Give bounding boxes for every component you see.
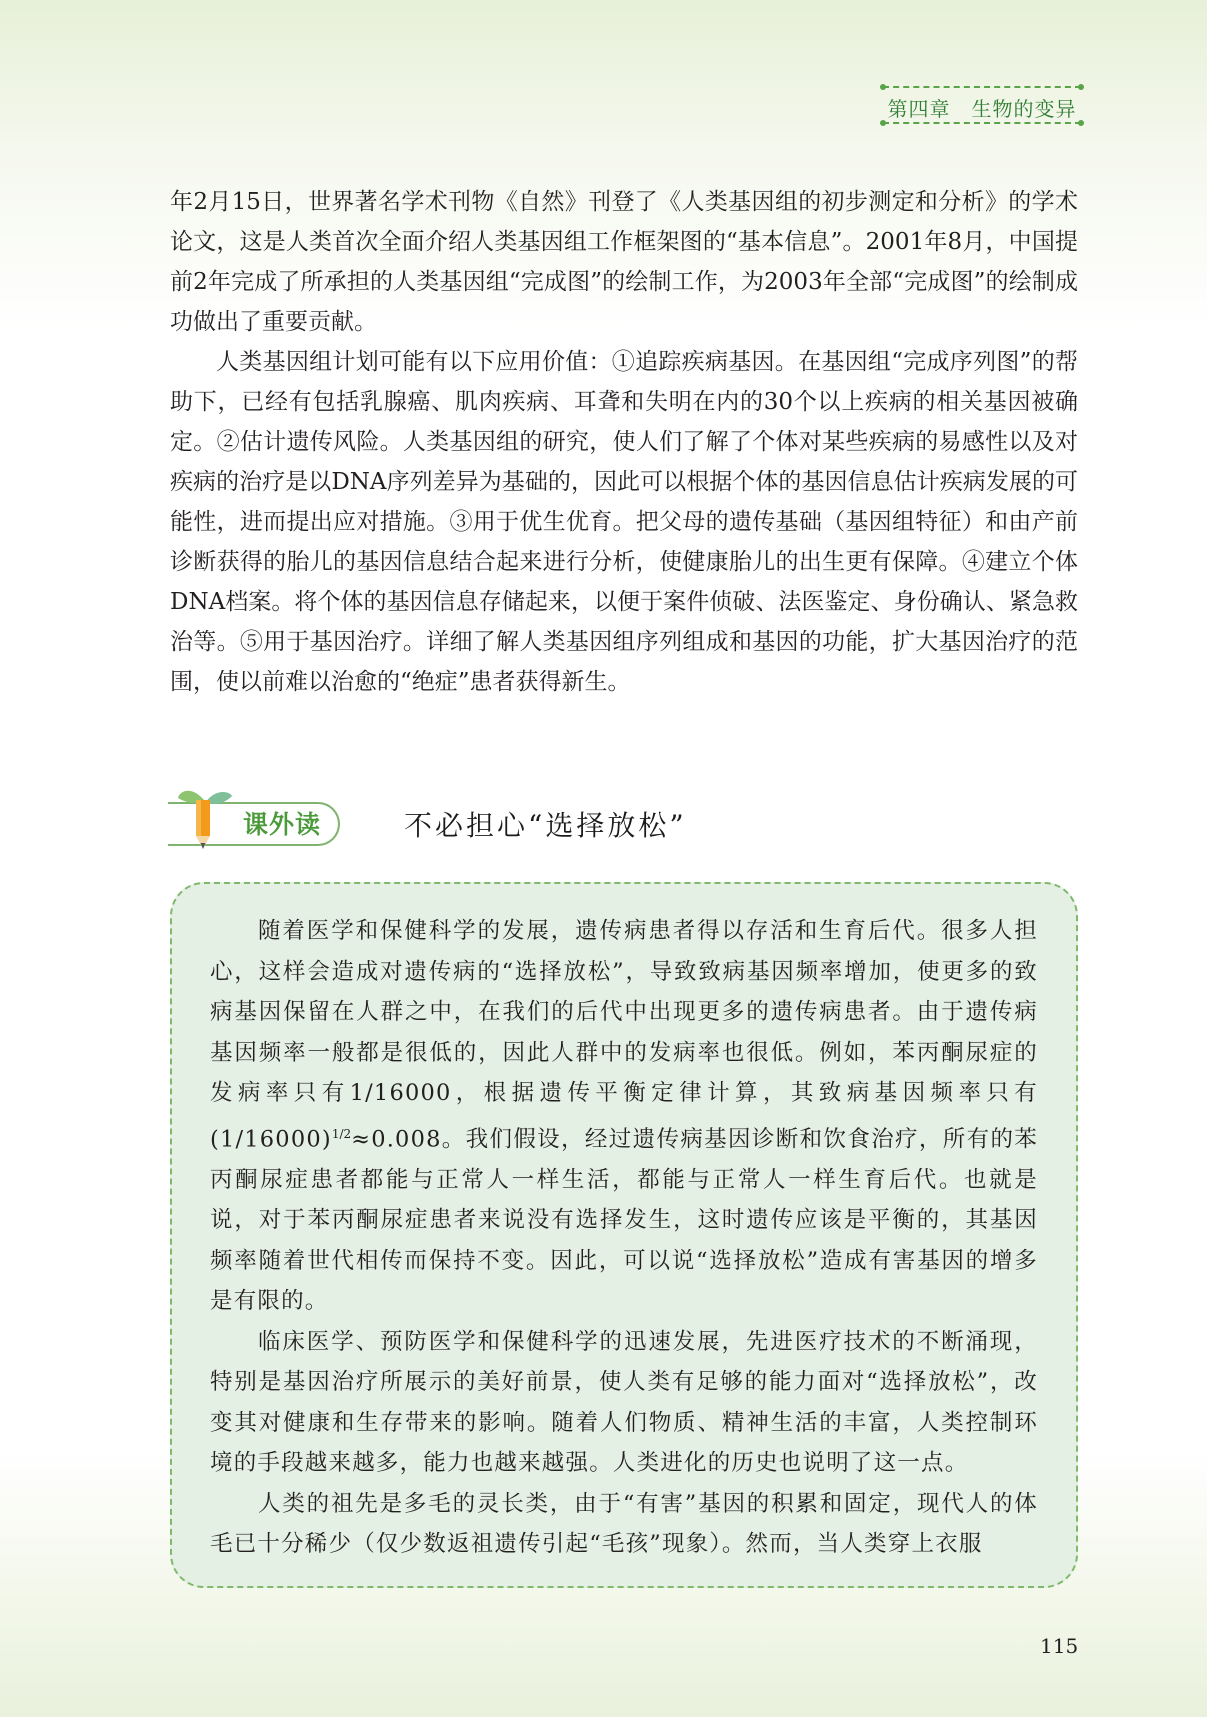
formula-exponent: 1/2 (331, 1126, 352, 1141)
main-text (170, 182, 1078, 702)
paragraph-1: 年2月15日，世界著名学术刊物《自然》刊登了《人类基因组的初步测定和分析》的学术论文，这是人类首次全面介绍人类基因组工作框架图的“基本信息”。2001年8月，中国提前2年完成了所承担的人类基因组“完成图”的绘制工作，为2003年全部“完成图”的绘制成功做出了重要贡献。 (170, 189, 1078, 335)
page-number: 115 (1040, 1634, 1079, 1658)
reading-badge-label: 课外读 (243, 810, 322, 839)
reading-paragraph-1 (210, 911, 1038, 1322)
header-rule-top (883, 86, 1081, 88)
reading-paragraph-2: 临床医学、预防医学和保健科学的迅速发展，先进医疗技术的不断涌现，特别是基因治疗所展示的美好前景，使人类有足够的能力面对“选择放松”，改变其对健康和生存带来的影响。随着人们物质、精神生活的丰富，人类控制环境的手段越来越多，能力也越来越强。人类进化的历史也说明了这一点。 (210, 1328, 1038, 1476)
reading-title: 不必担心“选择放松” (404, 809, 687, 842)
chapter-header (883, 86, 1081, 124)
paragraph-2: 人类基因组计划可能有以下应用价值：①追踪疾病基因。在基因组“完成序列图”的帮助下，已经有包括乳腺癌、肌肉疾病、耳聋和失明在内的30个以上疾病的相关基因被确定。②估计遗传风险。人类基因组的研究，使人们了解了个体对某些疾病的易感性以及对疾病的治疗是以DNA序列差异为基础的，因此可以根据个体的基因信息估计疾病发展的可能性，进而提出应对措施。③用于优生优育。把父母的遗传基础（基因组特征）和由产前诊断获得的胎儿的基因信息结合起来进行分析，使健康胎儿的出生更有保障。④建立个体DNA档案。将个体的基因信息存储起来，以便于案件侦破、法医鉴定、身份确认、紧急救治等。⑤用于基因治疗。详细了解人类基因组序列组成和基因的功能，扩大基因治疗的范围，使以前难以治愈的“绝症”患者获得新生。 (170, 349, 1078, 695)
header-rule-bottom (883, 122, 1081, 124)
reading-paragraph-1-rest: ≈0.008。我们假设，经过遗传病基因诊断和饮食治疗，所有的苯丙酮尿症患者都能与正常人一样生活，都能与正常人一样生育后代。也就是说，对于苯丙酮尿症患者来说没有选择发生，这时遗传应该是平衡的，其基因频率随着世代相传而保持不变。因此，可以说“选择放松”造成有害基因的增多是有限的。 (210, 1126, 1038, 1314)
formula-base: (1/16000) (210, 1126, 332, 1152)
pencil-sprout-icon (174, 780, 234, 850)
reading-paragraph-3: 人类的祖先是多毛的灵长类，由于“有害”基因的积累和固定，现代人的体毛已十分稀少（仅少数返祖遗传引起“毛孩”现象）。然而，当人类穿上衣服 (210, 1490, 1038, 1557)
reading-paragraph-1-text: 随着医学和保健科学的发展，遗传病患者得以存活和生育后代。很多人担心，这样会造成对遗传病的“选择放松”，导致致病基因频率增加，使更多的致病基因保留在人群之中，在我们的后代中出现更多的遗传病患者。由于遗传病基因频率一般都是很低的，因此人群中的发病率也很低。例如，苯丙酮尿症的发病率只有1/16000，根据遗传平衡定律计算，其致病基因频率只有 (210, 918, 1038, 1106)
extracurricular-reading-banner (168, 780, 888, 850)
reading-box (170, 882, 1078, 1588)
chapter-title: 第四章 生物的变异 (887, 97, 1077, 121)
